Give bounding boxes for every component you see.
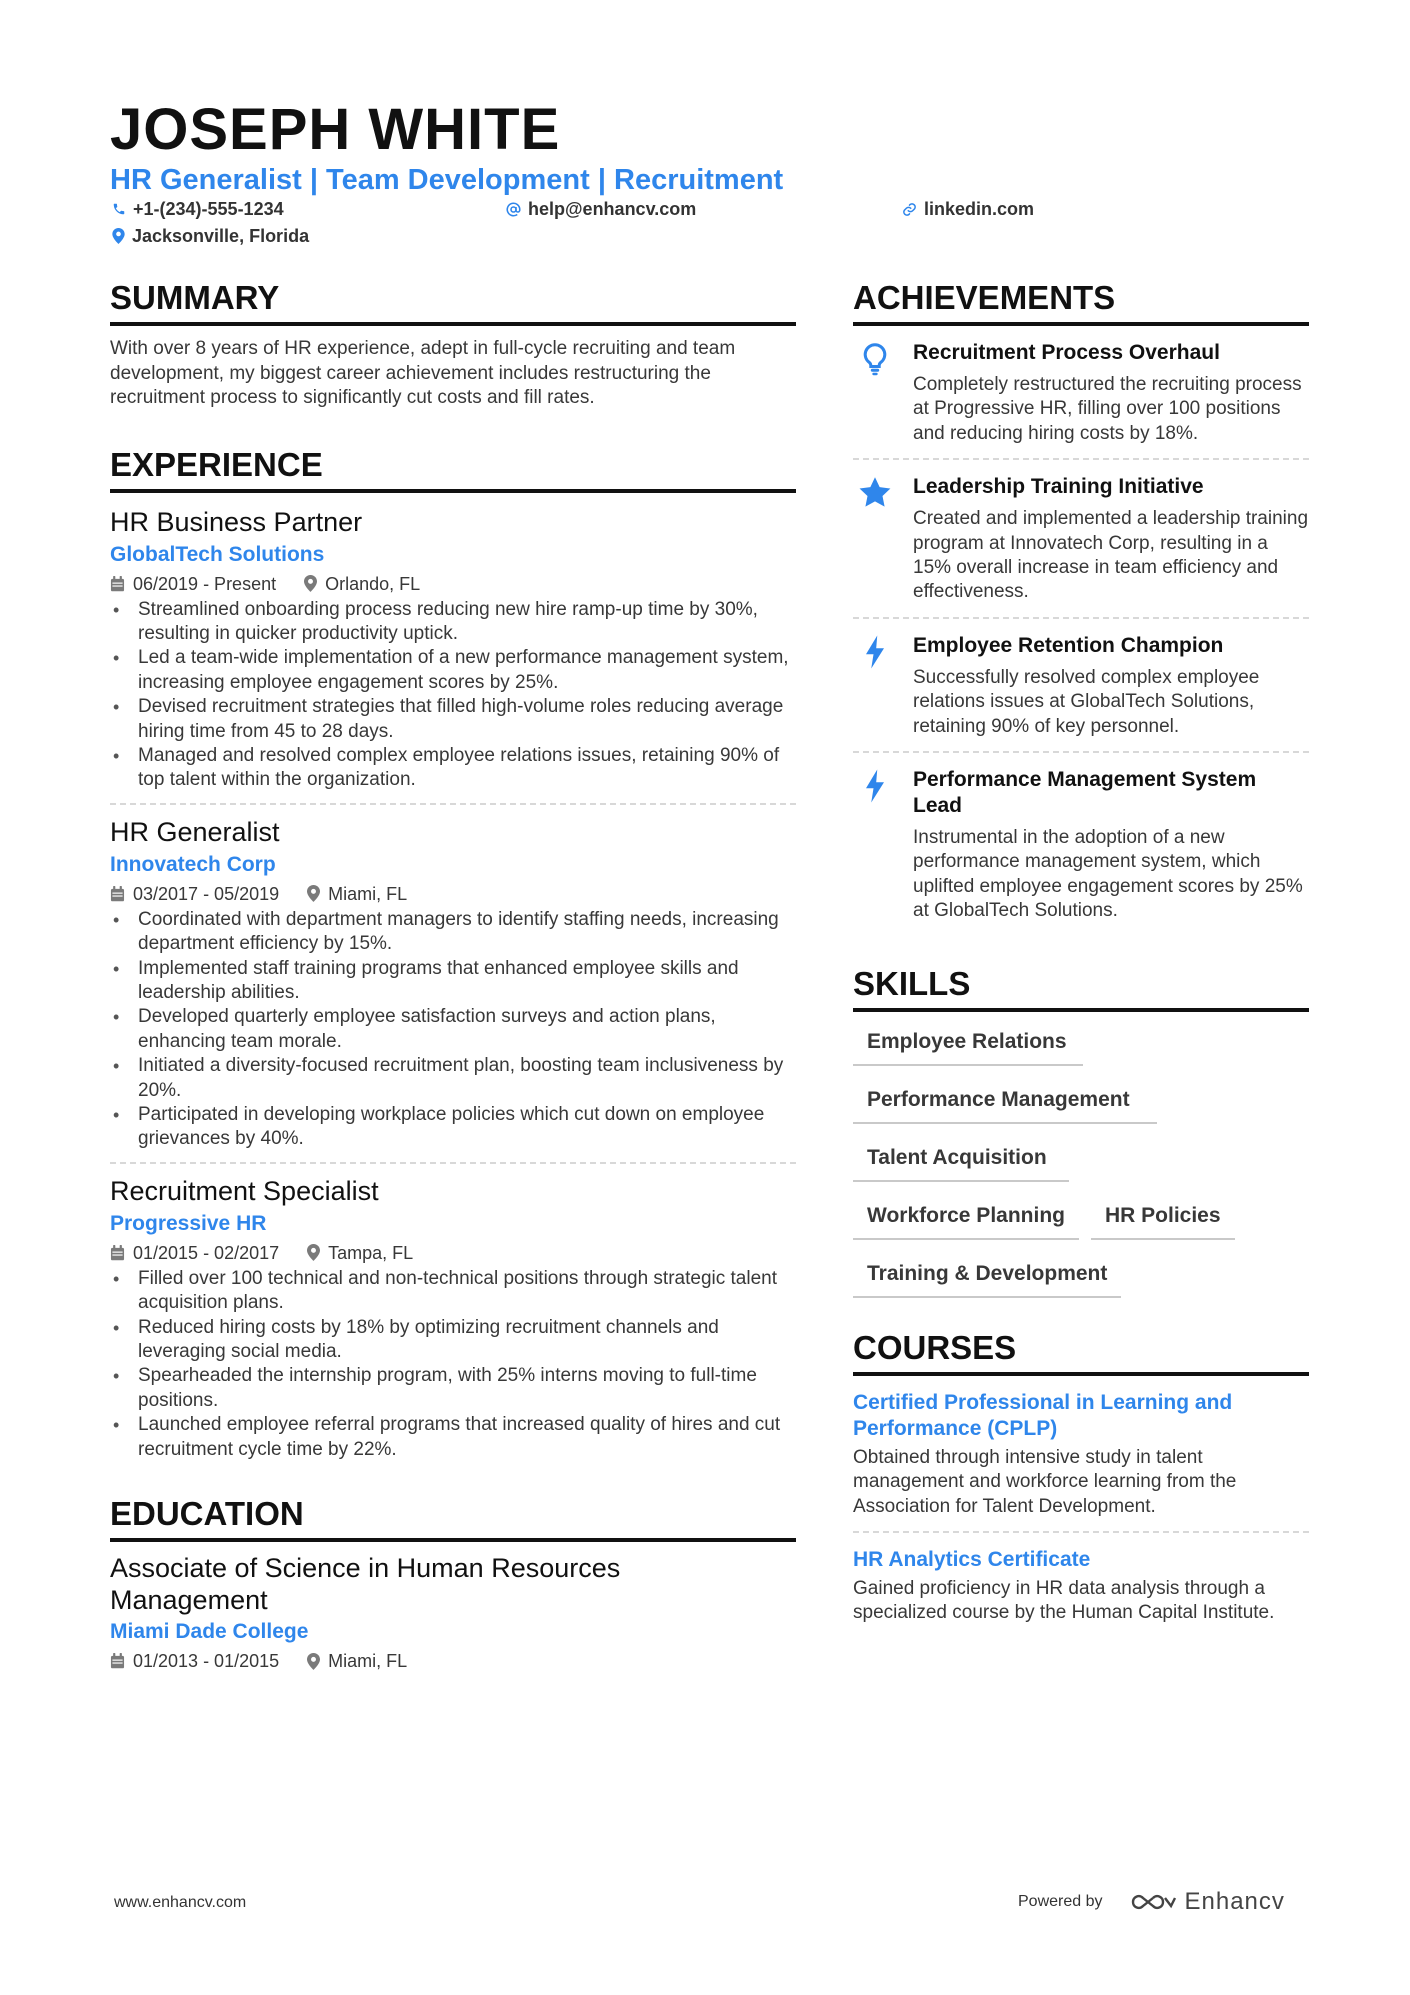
job-location-text: Miami, FL	[328, 883, 408, 904]
bullet-item: • Led a team-wide implementation of a new performance management system, increasing employee engagement scores by 25%.	[110, 646, 796, 695]
achievement-item	[853, 326, 1309, 460]
job-location	[304, 571, 420, 597]
job-bullets	[110, 1267, 796, 1462]
summary-section	[110, 278, 796, 411]
job-title: HR Generalist	[110, 816, 280, 847]
link-icon	[902, 202, 917, 217]
education-location	[307, 1648, 407, 1674]
calendar-icon	[110, 1245, 125, 1261]
job-list	[110, 505, 796, 1473]
course-desc: Gained proficiency in HR data analysis through a specialized course by the Human Capital Institute.	[853, 1577, 1275, 1624]
candidate-tagline: HR Generalist | Team Development | Recruitment	[110, 164, 784, 196]
company-name: Innovatech Corp	[110, 852, 276, 876]
contact-location	[112, 224, 309, 248]
job-bullets	[110, 598, 796, 793]
bullet-item: • Developed quarterly employee satisfaction surveys and action plans, enhancing team morale.	[110, 1005, 796, 1054]
contact-email	[506, 197, 696, 221]
summary-heading: SUMMARY	[110, 278, 796, 326]
lightning-icon	[857, 634, 893, 670]
bullet-item: • Streamlined onboarding process reducing new hire ramp-up time by 30%, resulting in quicker productivity uptick.	[110, 598, 796, 647]
calendar-icon	[110, 1653, 125, 1669]
at-icon	[506, 202, 521, 217]
summary-text: With over 8 years of HR experience, adept in full-cycle recruiting and team development, my biggest career achievement includes restructuring the recruitment process to significantly cut costs and fill rates.	[110, 338, 736, 408]
education-meta	[110, 1648, 796, 1674]
lightning-icon	[857, 768, 893, 804]
phone-icon	[112, 202, 126, 216]
course-item	[853, 1533, 1309, 1638]
achievements-heading: ACHIEVEMENTS	[853, 278, 1309, 326]
achievement-title: Leadership Training Initiative	[913, 475, 1204, 499]
bullet-item: • Reduced hiring costs by 18% by optimizing recruitment channels and leveraging social media.	[110, 1316, 796, 1365]
achievement-list	[853, 326, 1309, 936]
left-column	[110, 278, 796, 1674]
bullet-item: • Initiated a diversity-focused recruitment plan, boosting team inclusiveness by 20%.	[110, 1054, 796, 1103]
education-section	[110, 1494, 796, 1674]
courses-heading: COURSES	[853, 1328, 1309, 1376]
contact-phone	[112, 197, 284, 221]
course-desc: Obtained through intensive study in talent management and workforce learning from the Association for Talent Development.	[853, 1446, 1237, 1517]
bullet-item: • Spearheaded the internship program, with 25% interns moving to full-time positions.	[110, 1364, 796, 1413]
job-dates-text: 01/2015 - 02/2017	[133, 1242, 280, 1263]
location-pin-icon	[307, 1244, 320, 1261]
education-dates-text: 01/2013 - 01/2015	[133, 1651, 280, 1672]
skills-section	[853, 964, 1309, 1314]
bullet-item: • Coordinated with department managers to identify staffing needs, increasing department efficiency by 15%.	[110, 908, 796, 957]
bullet-item: • Participated in developing workplace policies which cut down on employee grievances by 40%.	[110, 1103, 796, 1152]
course-list	[853, 1376, 1309, 1638]
achievement-desc: Instrumental in the adoption of a new performance management system, which uplifted employee engagement scores by 25% at GlobalTech Solutions.	[913, 827, 1303, 922]
job-meta	[110, 881, 796, 907]
footer-site[interactable]: www.enhancv.com	[114, 1894, 247, 1911]
school-name: Miami Dade College	[110, 1620, 309, 1644]
bullet-item: • Managed and resolved complex employee relations issues, retaining 90% of top talent within the organization.	[110, 744, 796, 793]
job-meta	[110, 1240, 796, 1266]
achievement-title: Recruitment Process Overhaul	[913, 341, 1220, 364]
footer-powered	[1018, 1888, 1285, 1916]
company-name: GlobalTech Solutions	[110, 542, 325, 566]
enhancv-brand[interactable]: Enhancv	[1184, 1888, 1285, 1915]
enhancv-logo-icon	[1129, 1889, 1177, 1915]
job-dates	[110, 1240, 279, 1266]
achievements-section	[853, 278, 1309, 936]
location-pin-icon	[307, 885, 320, 902]
calendar-icon	[110, 576, 125, 592]
achievement-item	[853, 619, 1309, 753]
location-pin-icon	[112, 228, 125, 244]
job-entry	[110, 505, 796, 805]
job-entry	[110, 1174, 796, 1472]
job-entry	[110, 815, 796, 1164]
job-location-text: Orlando, FL	[325, 573, 421, 594]
job-location-text: Tampa, FL	[328, 1242, 414, 1263]
location-text: Jacksonville, Florida	[132, 226, 310, 246]
skill-tag: Workforce Planning	[853, 1198, 1079, 1240]
bullet-item: • Launched employee referral programs that increased quality of hires and cut recruitment cycle time by 22%.	[110, 1413, 796, 1462]
bullet-item: • Devised recruitment strategies that filled high-volume roles reducing average hiring time from 45 to 28 days.	[110, 695, 796, 744]
job-location	[307, 1240, 413, 1266]
skill-tag: Employee Relations	[853, 1024, 1083, 1066]
right-column	[853, 278, 1309, 1638]
job-dates	[110, 571, 276, 597]
experience-section	[110, 445, 796, 1473]
website-text[interactable]: linkedin.com	[924, 199, 1035, 219]
education-dates	[110, 1648, 279, 1674]
company-name: Progressive HR	[110, 1211, 267, 1235]
education-location-text: Miami, FL	[328, 1651, 408, 1672]
experience-heading: EXPERIENCE	[110, 445, 796, 493]
achievement-item	[853, 460, 1309, 619]
course-item	[853, 1376, 1309, 1533]
job-title: Recruitment Specialist	[110, 1175, 379, 1206]
job-dates-text: 06/2019 - Present	[133, 573, 277, 594]
lightbulb-icon	[857, 341, 893, 377]
education-entry	[110, 1552, 796, 1674]
phone-text[interactable]: +1-(234)-555-1234	[133, 199, 284, 219]
skill-tag: HR Policies	[1091, 1198, 1235, 1240]
achievement-desc: Completely restructured the recruiting process at Progressive HR, filling over 100 positions and reducing hiring costs by 18%.	[913, 374, 1302, 444]
courses-section	[853, 1328, 1309, 1638]
degree-title: Associate of Science in Human Resources Management	[110, 1553, 621, 1616]
skill-tag: Performance Management	[853, 1082, 1157, 1124]
email-text[interactable]: help@enhancv.com	[528, 199, 697, 219]
achievement-title: Performance Management System Lead	[913, 768, 1257, 818]
course-title: HR Analytics Certificate	[853, 1547, 1091, 1571]
location-pin-icon	[307, 1653, 320, 1670]
job-location	[307, 881, 407, 907]
job-meta	[110, 571, 796, 597]
contact-website	[902, 197, 1034, 221]
candidate-name: JOSEPH WHITE	[110, 97, 561, 162]
achievement-desc: Successfully resolved complex employee relations issues at GlobalTech Solutions, retaining 90% of key personnel.	[913, 666, 1260, 737]
powered-by-label: Powered by	[1018, 1893, 1103, 1910]
job-dates-text: 03/2017 - 05/2019	[133, 883, 280, 904]
achievement-title: Employee Retention Champion	[913, 633, 1224, 657]
course-title: Certified Professional in Learning and Performance (CPLP)	[853, 1390, 1233, 1440]
job-title: HR Business Partner	[110, 506, 363, 537]
job-dates	[110, 881, 279, 907]
skills-heading: SKILLS	[853, 964, 1309, 1012]
achievement-item	[853, 753, 1309, 936]
education-heading: EDUCATION	[110, 1494, 796, 1542]
skill-tag: Training & Development	[853, 1256, 1121, 1298]
bullet-item: • Implemented staff training programs that enhanced employee skills and leadership abilities.	[110, 957, 796, 1006]
skill-list	[853, 1024, 1309, 1314]
bullet-item: • Filled over 100 technical and non-technical positions through strategic talent acquisition plans.	[110, 1267, 796, 1316]
star-icon	[857, 475, 893, 511]
skill-tag: Talent Acquisition	[853, 1140, 1069, 1182]
achievement-desc: Created and implemented a leadership training program at Innovatech Corp, resulting in a 15% overall increase in team efficiency and effectiveness.	[913, 508, 1309, 603]
job-bullets	[110, 908, 796, 1152]
location-pin-icon	[304, 575, 317, 592]
calendar-icon	[110, 886, 125, 902]
